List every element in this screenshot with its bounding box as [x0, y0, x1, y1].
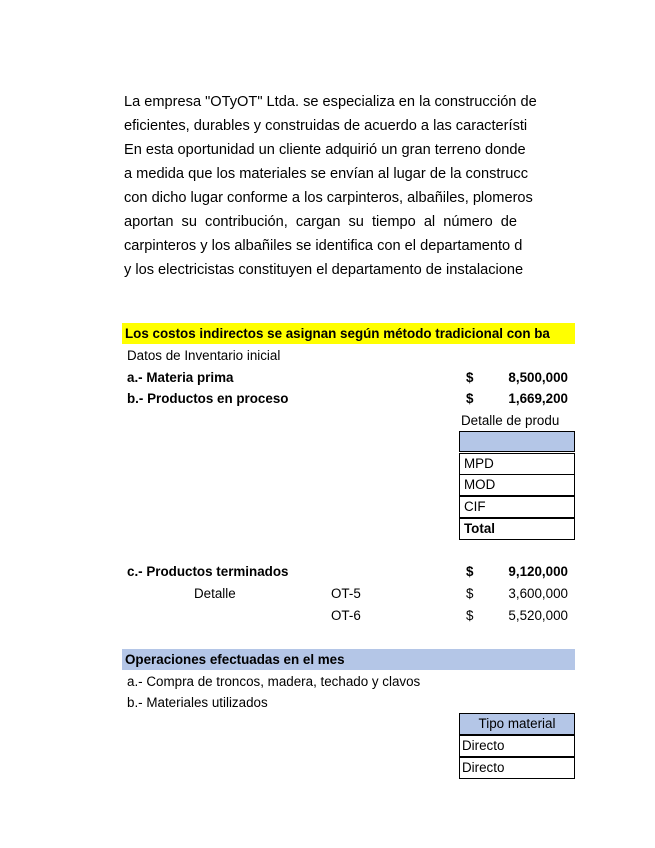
ot-row-label: OT-6 [331, 608, 361, 623]
operacion-item-b: b.- Materiales utilizados [127, 695, 268, 710]
operacion-item-a: a.- Compra de troncos, madera, techado y clavos [127, 674, 421, 689]
materia-prima-amount: 8,500,000 [508, 370, 568, 385]
ot-row-amount: 3,600,000 [508, 586, 568, 601]
productos-terminados-amount: 9,120,000 [508, 564, 568, 579]
inventory-subtitle: Datos de Inventario inicial [127, 348, 281, 363]
ot-row-currency: $ [466, 586, 474, 601]
section2-header: Operaciones efectuadas en el mes [125, 652, 345, 667]
productos-proceso-currency: $ [466, 391, 474, 406]
productos-proceso-amount: 1,669,200 [508, 391, 568, 406]
ot-row-label: OT-5 [331, 586, 361, 601]
paragraph-line: La empresa "OTyOT" Ltda. se especializa en la construcción de [124, 94, 537, 110]
paragraph-line: carpinteros y los albañiles se identifica con el departamento d [124, 238, 523, 254]
paragraph-line: con dicho lugar conforme a los carpinteros, albañiles, plomeros [124, 190, 533, 206]
paragraph-line: a medida que los materiales se envían al lugar de la construcc [124, 166, 528, 182]
productos-proceso-label: b.- Productos en proceso [127, 391, 289, 406]
productos-terminados-currency: $ [466, 564, 474, 579]
detalle-row-cif: CIF [459, 496, 575, 518]
materia-prima-label: a.- Materia prima [127, 370, 234, 385]
productos-terminados-label: c.- Productos terminados [127, 564, 289, 579]
ot-row-amount: 5,520,000 [508, 608, 568, 623]
tipo-material-header: Tipo material [459, 713, 575, 735]
detalle-label: Detalle [194, 586, 236, 601]
paragraph-line: y los electricistas constituyen el departamento de instalacione [124, 262, 524, 278]
paragraph-line: aportan su contribución, cargan su tiempo al número de [124, 214, 518, 230]
tipo-material-row: Directo [459, 757, 575, 779]
paragraph-line: eficientes, durables y construidas de acuerdo a las característi [124, 118, 528, 134]
detalle-row-mod: MOD [459, 474, 575, 496]
paragraph-line: En esta oportunidad un cliente adquirió un gran terreno donde [124, 142, 526, 158]
tipo-material-row: Directo [459, 735, 575, 757]
materia-prima-currency: $ [466, 370, 474, 385]
detalle-produccion-title: Detalle de produ [461, 413, 560, 428]
detalle-table-header [459, 431, 575, 452]
intro-paragraph [124, 90, 575, 282]
detalle-row-total: Total [459, 518, 575, 540]
ot-row-currency: $ [466, 608, 474, 623]
detalle-row-mpd: MPD [459, 453, 575, 475]
section1-header: Los costos indirectos se asignan según método tradicional con ba [125, 326, 550, 341]
